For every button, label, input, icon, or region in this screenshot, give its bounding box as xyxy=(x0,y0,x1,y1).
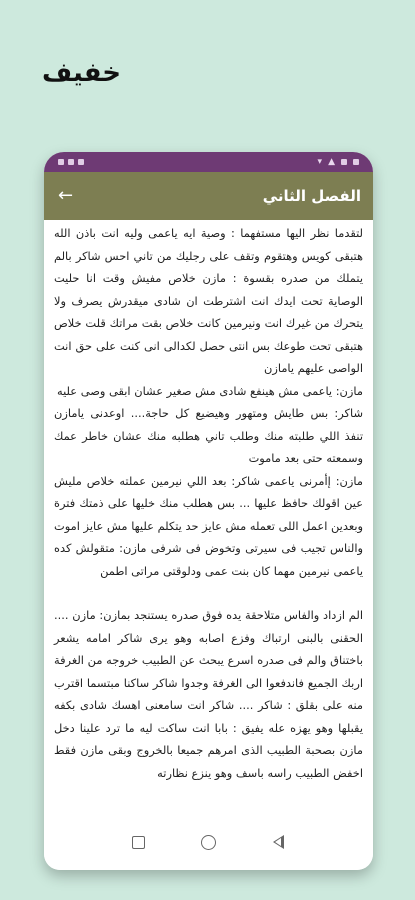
system-nav-bar xyxy=(44,814,373,870)
chapter-text[interactable] xyxy=(44,220,373,814)
arrow-left-icon[interactable]: ← xyxy=(58,185,74,206)
page-title: الفصل الثاني xyxy=(262,187,361,205)
back-button[interactable] xyxy=(268,832,288,852)
home-button[interactable] xyxy=(198,832,218,852)
app-bar xyxy=(44,172,373,220)
recents-button[interactable] xyxy=(129,832,149,852)
paragraph: الم ازداد والفاس متلاحقة يده فوق صدره يستنجد بمازن: مازن .... الحقنى بالبنى ارتباك وفزع اصابه وهو يرى شاكر امامه يشعر باختناق والم فى صدره اسرع يبحث عن الطبيب خروجه من الغرفة اربك الجميع فاندفعوا الى الغرفة وجدوا شاكر ساكنا مبتسما اقترب منه على بقلق : شاكر .... شاكر انت سامعنى اهسك شادى بكفه يقبلها وهو يهزه عله يفيق : بابا انت ساكت ليه ما ترد علينا دخل مازن بصحبة الطبيب الذى امرهم جميعا بالخروج وبقى مازن فقط اخفض الطبيب راسه باسف وهو ينزع نظارته xyxy=(54,608,363,780)
promo-title: خفيف xyxy=(42,58,122,88)
wifi-icon: ▾ xyxy=(317,157,323,167)
paragraph: مازن: ياعمى مش هينفع شادى مش صغير عشان ابقى وصى عليه xyxy=(56,383,363,398)
paragraph: شاكر: بس طايش ومتهور وهيضيع كل حاجة.... اوعدنى يامازن تنفذ اللي طلبته منك وطلب تاني هطلبه منك عشان خاطر عمك وسمعته حتى بعد ماموت xyxy=(54,406,363,465)
status-bar xyxy=(44,152,373,172)
notification-icon xyxy=(58,159,64,165)
recents-icon xyxy=(132,836,145,849)
back-icon xyxy=(273,835,284,849)
notification-icon xyxy=(68,159,74,165)
battery-icon xyxy=(353,159,359,165)
paragraph: مازن: إأمرنى ياعمى شاكر: بعد اللي نيرمين عملته خلاص مليش عين اقولك حافظ عليها ... بس هطلب منك خليها على ذمتك فترة وبعدين اعمل اللى تعمله مش عايز حد يتكلم عليها مش عايز اموت والناس تجيب فى سيرتى وتخوض فى شرفى مازن: متقولش كده ياعمى نيرمين مهما كان بنت عمى ودلوقتى مراتى اطمن xyxy=(54,473,363,578)
paragraph: لتقدما نظر اليها مستفهما : وصية ايه ياعمى وليه انت باذن الله هتبقى كويس وهتقوم وتقف على رجليك من تاني احس شاكر بالم يتملك من صدره بقسوة : مازن خلاص مفيش وقت انا حليت الوصاية تحت ايدك انت اشترطت ان شادى ميقدرش يصرف ولا يتحرك من غيرك انت ونيرمين كانت خلاص بقت مراتك قلت خلاص هتبقى تحت طوعك بس انتى حصل لكدالى انى كنت على حق انت الواصى عليهم يامازن xyxy=(54,226,363,375)
battery-icon xyxy=(341,159,347,165)
signal-icon: ▲ xyxy=(328,157,335,167)
notification-icon xyxy=(78,159,84,165)
home-icon xyxy=(201,835,216,850)
phone-frame xyxy=(44,152,373,870)
